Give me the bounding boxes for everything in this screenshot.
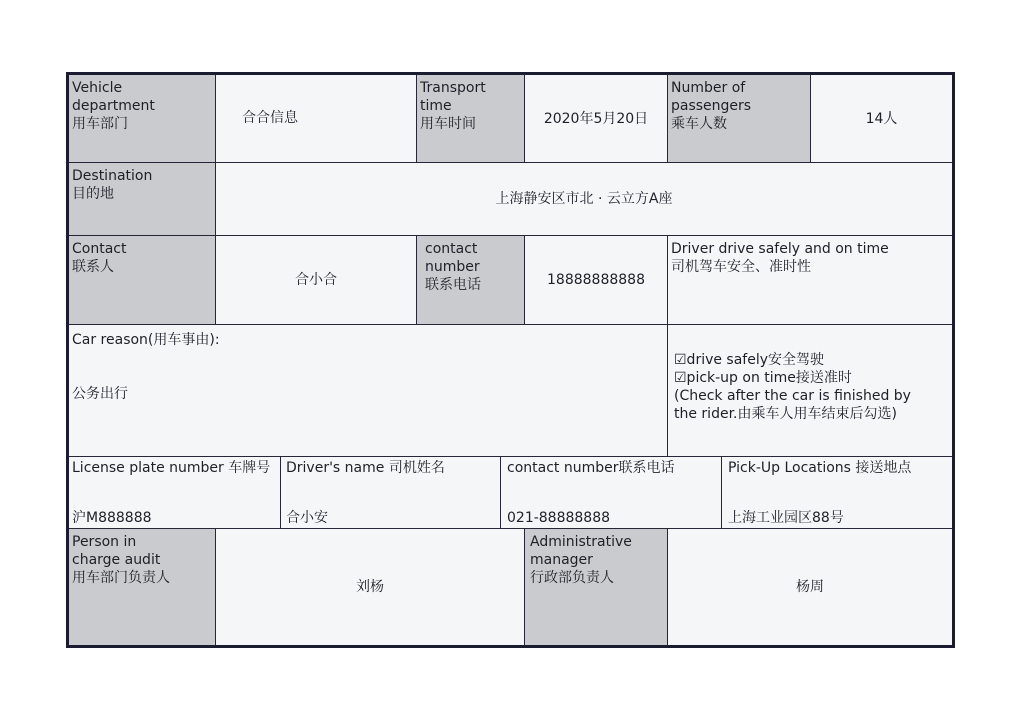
destination-label-line-1: Destination (72, 168, 153, 184)
driver-note-line-1: Driver drive safely and on time (671, 241, 889, 257)
phone-label (417, 236, 525, 325)
contact-label-line-1: Contact (72, 241, 127, 257)
contact-number-value: 021-88888888 (507, 510, 611, 526)
admin-manager-value: 杨周 (796, 579, 824, 595)
person-in-charge-label (69, 529, 216, 645)
transport-time-label-line-1: Transport (420, 80, 486, 96)
vehicle-department-label-line-1: Vehicle (72, 80, 123, 96)
plate-label: License plate number 车牌号 (72, 460, 271, 476)
destination-label (69, 163, 216, 236)
plate-cell (69, 457, 281, 529)
pickup-cell (722, 457, 952, 529)
driver-name-value: 合小安 (286, 510, 328, 526)
check-note-line-2: the rider.由乘车人用车结束后勾选) (674, 406, 897, 422)
pickup-value: 上海工业园区88号 (728, 510, 844, 526)
destination-value: 上海静安区市北 · 云立方A座 (495, 191, 673, 207)
phone-value-cell (525, 236, 668, 325)
admin-manager-label-line-3: 行政部负责人 (530, 570, 614, 586)
transport-time-label-line-2: time (420, 98, 452, 114)
transport-time-label-line-3: 用车时间 (420, 116, 476, 132)
admin-manager-label (525, 529, 668, 645)
person-in-charge-label-line-1: Person in (72, 534, 137, 550)
vehicle-department-label (69, 75, 216, 163)
person-in-charge-label-line-3: 用车部门负责人 (72, 570, 170, 586)
transport-time-value: 2020年5月20日 (543, 110, 649, 127)
contact-number-cell (501, 457, 722, 529)
checklist-cell (668, 325, 952, 457)
passengers-label-line-3: 乘车人数 (671, 116, 727, 132)
car-reason-label: Car reason(用车事由): (72, 332, 220, 348)
phone-label-line-3: 联系电话 (425, 277, 481, 293)
phone-value: 18888888888 (547, 272, 645, 288)
passengers-label (668, 75, 811, 163)
phone-label-line-2: number (425, 259, 480, 275)
pickup-label: Pick-Up Locations 接送地点 (728, 460, 912, 476)
vehicle-department-value: 合合信息 (242, 110, 298, 126)
vehicle-department-label-line-3: 用车部门 (72, 116, 128, 132)
plate-value: 沪M888888 (72, 510, 152, 526)
person-in-charge-value-cell (216, 529, 525, 645)
passengers-label-line-1: Number of (671, 80, 746, 96)
admin-manager-label-line-2: manager (530, 552, 593, 568)
destination-value-cell (216, 163, 952, 236)
passengers-value-cell (811, 75, 952, 163)
vehicle-request-form (66, 72, 955, 648)
contact-label (69, 236, 216, 325)
person-in-charge-value: 刘杨 (356, 579, 384, 595)
car-reason-cell (69, 325, 668, 457)
phone-label-line-1: contact (425, 241, 478, 257)
admin-manager-label-line-1: Administrative (530, 534, 632, 550)
transport-time-value-cell (525, 75, 668, 163)
driver-name-cell (281, 457, 501, 529)
car-reason-value: 公务出行 (72, 386, 128, 402)
passengers-label-line-2: passengers (671, 98, 752, 114)
contact-number-label: contact number联系电话 (507, 460, 675, 476)
driver-name-label: Driver's name 司机姓名 (286, 460, 445, 476)
vehicle-department-value-cell (216, 75, 417, 163)
check-drive-safely[interactable]: ☑drive safely安全驾驶 (674, 352, 825, 368)
check-note-line-1: (Check after the car is finished by (674, 388, 911, 404)
contact-label-line-2: 联系人 (72, 259, 114, 275)
contact-value-cell (216, 236, 417, 325)
driver-note-line-2: 司机驾车安全、准时性 (671, 259, 811, 275)
check-pickup-on-time[interactable]: ☑pick-up on time接送准时 (674, 370, 852, 386)
contact-value: 合小合 (295, 272, 337, 288)
destination-label-line-2: 目的地 (72, 186, 114, 202)
person-in-charge-label-line-2: charge audit (72, 552, 161, 568)
driver-note-cell (668, 236, 952, 325)
passengers-value: 14人 (865, 110, 898, 127)
transport-time-label (417, 75, 525, 163)
vehicle-department-label-line-2: department (72, 98, 155, 114)
admin-manager-value-cell (668, 529, 952, 645)
